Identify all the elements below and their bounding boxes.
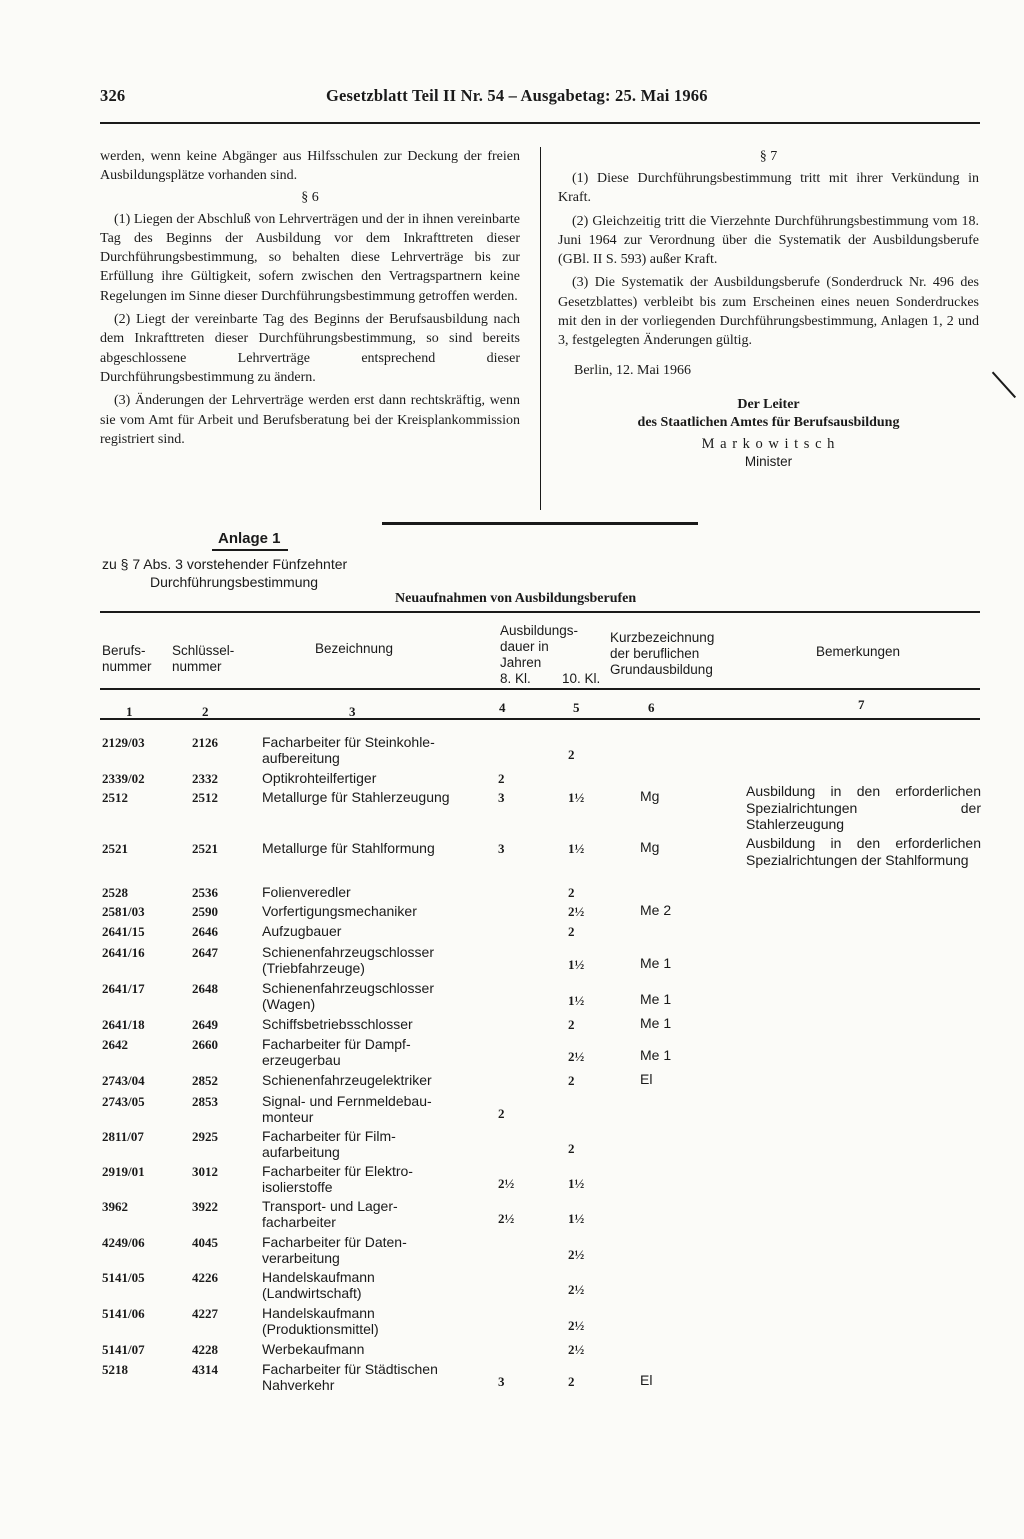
page-number: 326 — [100, 86, 126, 105]
schluesselnummer-cell: 4045 — [192, 1235, 218, 1250]
bezeichnung-cell: Metallurge für Stahlformung — [262, 840, 435, 856]
dauer-8kl-cell: 3 — [498, 841, 505, 856]
bezeichnung-cell: Facharbeiter für Steinkohle- aufbereitung — [262, 734, 435, 766]
section-7-paragraph-1: (1) Diese Durchführungsbestimmung tritt mit ihrer Verkündung in Kraft. — [558, 171, 979, 206]
dauer-10kl-cell: 2 — [568, 747, 575, 762]
berufsnummer-cell: 5141/06 — [102, 1306, 145, 1321]
bezeichnung-cell: Optikrohteilfertiger — [262, 770, 377, 786]
schluesselnummer-cell: 4227 — [192, 1306, 218, 1321]
schluesselnummer-cell: 4228 — [192, 1342, 218, 1357]
dauer-8kl-cell: 2½ — [498, 1176, 515, 1191]
annex-reference-line-1: zu § 7 Abs. 3 vorstehender Fünfzehnter — [102, 556, 348, 572]
column-number-6: 6 — [648, 700, 655, 715]
dauer-10kl-cell: 2 — [568, 1141, 575, 1156]
schluesselnummer-cell: 2646 — [192, 924, 218, 939]
bezeichnung-cell: Schiffsbetriebsschlosser — [262, 1016, 413, 1032]
dauer-10kl-cell: 1½ — [568, 993, 585, 1008]
bezeichnung-cell: Handelskaufmann (Landwirtschaft) — [262, 1269, 375, 1301]
section-6-paragraph-3: (3) Änderungen der Lehrverträge werden erst dann rechtskräftig, wenn sie vom Amt für Arbeit und Berufsberatung bei der Kreisplankommission registriert sind. — [100, 393, 520, 447]
dauer-8kl-cell: 3 — [498, 1374, 505, 1389]
schluesselnummer-cell: 2521 — [192, 841, 218, 856]
place-date: Berlin, 12. Mai 1966 — [574, 362, 692, 378]
dauer-10kl-cell: 1½ — [568, 1176, 585, 1191]
header-rule — [100, 122, 980, 124]
bemerkungen-cell: Ausbildung in den erforderlichen Spezialrichtungen der Stahlformung — [746, 835, 981, 868]
left-column — [100, 147, 520, 453]
berufsnummer-cell: 3962 — [102, 1199, 128, 1214]
table-colnum-rule — [100, 718, 980, 720]
bezeichnung-cell: Facharbeiter für Elektro- isolierstoffe — [262, 1163, 413, 1195]
dauer-10kl-cell: 1½ — [568, 1211, 585, 1226]
berufsnummer-cell: 2521 — [102, 841, 128, 856]
kurzbezeichnung-cell: Me 1 — [640, 955, 672, 971]
dauer-8kl-cell: 2½ — [498, 1211, 515, 1226]
bezeichnung-cell: Handelskaufmann (Produktionsmittel) — [262, 1305, 379, 1337]
berufsnummer-cell: 2129/03 — [102, 735, 145, 750]
kurzbezeichnung-cell: Mg — [640, 839, 660, 855]
bezeichnung-cell: Vorfertigungsmechaniker — [262, 903, 417, 919]
schluesselnummer-cell: 3922 — [192, 1199, 218, 1214]
dauer-10kl-cell: 2½ — [568, 1318, 585, 1333]
berufsnummer-cell: 2919/01 — [102, 1164, 145, 1179]
header-8-klasse: 8. Kl. — [500, 671, 531, 686]
berufsnummer-cell: 2743/04 — [102, 1073, 145, 1088]
column-number-7: 7 — [858, 697, 865, 712]
intro-paragraph: werden, wenn keine Abgänger aus Hilfsschulen zur Deckung der freien Ausbildungsplätze vorhanden sind. — [100, 149, 520, 184]
dauer-10kl-cell: 2 — [568, 1017, 575, 1032]
kurzbezeichnung-cell: El — [640, 1372, 653, 1388]
header-10-klasse: 10. Kl. — [562, 671, 601, 686]
header-bezeichnung: Bezeichnung — [315, 641, 394, 656]
berufsnummer-cell: 5141/05 — [102, 1270, 145, 1285]
kurzbezeichnung-cell: El — [640, 1071, 653, 1087]
schluesselnummer-cell: 2590 — [192, 904, 218, 919]
berufsnummer-cell: 2512 — [102, 790, 128, 805]
dauer-10kl-cell: 2 — [568, 1374, 575, 1389]
page-header-title: Gesetzblatt Teil II Nr. 54 – Ausgabetag: 25. Mai 1966 — [326, 86, 708, 105]
column-number-5: 5 — [573, 700, 580, 715]
header-ausbildungsdauer: Ausbildungs- dauer in Jahren — [500, 623, 579, 670]
section-7-paragraph-3: (3) Die Systematik der Ausbildungsberufe (Sonderdruck Nr. 496 des Gesetzblattes) verbleibt bis zum Erscheinen eines neuen Sonderdruckes mit den in der vorliegenden Durchführungsbestimmung, Anlagen 1, 2 und 3, festgelegten Änderungen gültig. — [558, 275, 979, 349]
annex-title: Anlage 1 — [218, 530, 281, 547]
signatory-title-1: Der Leiter — [737, 396, 800, 412]
schluesselnummer-cell: 3012 — [192, 1164, 218, 1179]
dauer-10kl-cell: 2½ — [568, 904, 585, 919]
berufsnummer-cell: 2528 — [102, 885, 128, 900]
dauer-10kl-cell: 1½ — [568, 790, 585, 805]
kurzbezeichnung-cell: Mg — [640, 788, 660, 804]
berufsnummer-cell: 5218 — [102, 1362, 128, 1377]
bezeichnung-cell: Schienenfahrzeugelektriker — [262, 1072, 432, 1088]
section-7-title: § 7 — [759, 149, 778, 164]
berufsnummer-cell: 2641/18 — [102, 1017, 145, 1032]
column-number-1: 1 — [126, 704, 133, 719]
dauer-8kl-cell: 2 — [498, 771, 505, 786]
dauer-8kl-cell: 3 — [498, 790, 505, 805]
dauer-10kl-cell: 2 — [568, 1073, 575, 1088]
schluesselnummer-cell: 2853 — [192, 1094, 218, 1109]
schluesselnummer-cell: 2925 — [192, 1129, 218, 1144]
berufsnummer-cell: 2581/03 — [102, 904, 145, 919]
schluesselnummer-cell: 2649 — [192, 1017, 218, 1032]
berufsnummer-cell: 4249/06 — [102, 1235, 145, 1250]
schluesselnummer-cell: 4314 — [192, 1362, 218, 1377]
dauer-10kl-cell: 1½ — [568, 957, 585, 972]
schluesselnummer-cell: 2536 — [192, 885, 218, 900]
schluesselnummer-cell: 2852 — [192, 1073, 218, 1088]
schluesselnummer-cell: 2647 — [192, 945, 218, 960]
dauer-10kl-cell: 2½ — [568, 1342, 585, 1357]
header-schluesselnummer: Schlüssel- nummer — [172, 643, 235, 674]
right-column — [558, 147, 979, 469]
bezeichnung-cell: Facharbeiter für Städtischen Nahverkehr — [262, 1361, 438, 1393]
column-number-2: 2 — [202, 704, 209, 719]
schluesselnummer-cell: 2648 — [192, 981, 218, 996]
margin-mark — [992, 372, 1016, 398]
bezeichnung-cell: Folienveredler — [262, 884, 351, 900]
dauer-10kl-cell: 1½ — [568, 841, 585, 856]
kurzbezeichnung-cell: Me 1 — [640, 991, 672, 1007]
annex-reference-line-2: Durchführungsbestimmung — [150, 574, 319, 590]
bemerkungen-cell: Ausbildung in den erforderlichen Spezialrichtungen der Stahlerzeugung — [746, 783, 981, 832]
bezeichnung-cell: Aufzugbauer — [262, 923, 342, 939]
table-title: Neuaufnahmen von Ausbildungsberufen — [395, 591, 637, 606]
dauer-10kl-cell: 2½ — [568, 1247, 585, 1262]
berufsnummer-cell: 2641/16 — [102, 945, 145, 960]
bezeichnung-cell: Facharbeiter für Dampf- erzeugerbau — [262, 1036, 411, 1068]
section-6-paragraph-1: (1) Liegen der Abschluß von Lehrverträgen und der in ihnen vereinbarte Tag des Beginns der Ausbildung vor dem Inkrafttreten dieser Durchführungsbestimmung, so behalten diese Lehrverträge bis zur Erfüllung ihre Gültigkeit, sofern zwischen den Vertragspartnern keine Regelungen im Sinne dieser Durchführungsbestimmung getroffen werden. — [100, 211, 520, 304]
section-6-paragraph-2: (2) Liegt der vereinbarte Tag des Beginns der Berufsausbildung nach dem Inkrafttreten dieser Durchführungsbestimmung, so sind bereits abgeschlossene Lehrverträge entsprechend dieser Durchführungsbestimmung zu ändern. — [100, 312, 520, 385]
dauer-10kl-cell: 2 — [568, 885, 575, 900]
signatory-name: M a r k o w i t s c h — [701, 435, 836, 452]
schluesselnummer-cell: 2660 — [192, 1037, 218, 1052]
table-header-rule — [100, 688, 980, 690]
header-kurzbezeichnung: Kurzbezeichnung der beruflichen Grundausbildung — [610, 630, 715, 677]
berufsnummer-cell: 2339/02 — [102, 771, 145, 786]
schluesselnummer-cell: 4226 — [192, 1270, 218, 1285]
bezeichnung-cell: Transport- und Lager- facharbeiter — [262, 1198, 398, 1230]
berufsnummer-cell: 2641/15 — [102, 924, 145, 939]
dauer-10kl-cell: 2½ — [568, 1282, 585, 1297]
column-divider — [540, 147, 541, 510]
berufsnummer-cell: 2642 — [102, 1037, 128, 1052]
berufsnummer-cell: 2641/17 — [102, 981, 145, 996]
header-berufsnummer: Berufs- nummer — [102, 643, 152, 674]
kurzbezeichnung-cell: Me 1 — [640, 1015, 672, 1031]
bezeichnung-cell: Facharbeiter für Daten- verarbeitung — [262, 1234, 407, 1266]
section-6-title: § 6 — [301, 189, 319, 205]
header-bemerkungen: Bemerkungen — [816, 644, 901, 659]
bezeichnung-cell: Schienenfahrzeugschlosser (Triebfahrzeuge) — [262, 944, 434, 976]
kurzbezeichnung-cell: Me 2 — [640, 902, 672, 918]
berufsnummer-cell: 2811/07 — [102, 1129, 144, 1144]
bezeichnung-cell: Signal- und Fernmeldebau- monteur — [262, 1093, 432, 1125]
signatory-role: Minister — [744, 453, 793, 469]
annex-title-underline — [212, 549, 288, 551]
annex-separator-rule — [382, 522, 698, 525]
berufsnummer-cell: 5141/07 — [102, 1342, 145, 1357]
berufsnummer-cell: 2743/05 — [102, 1094, 145, 1109]
schluesselnummer-cell: 2332 — [192, 771, 218, 786]
section-7-paragraph-2: (2) Gleichzeitig tritt die Vierzehnte Durchführungsbestimmung vom 18. Juni 1964 zur Verordnung über die Systematik der Ausbildungsberufe (GBl. II S. 593) außer Kraft. — [558, 213, 979, 268]
column-number-4: 4 — [499, 700, 506, 715]
bezeichnung-cell: Metallurge für Stahlerzeugung — [262, 789, 450, 805]
schluesselnummer-cell: 2512 — [192, 790, 218, 805]
dauer-8kl-cell: 2 — [498, 1106, 505, 1121]
signatory-title-2: des Staatlichen Amtes für Berufsausbildung — [637, 414, 900, 430]
column-number-3: 3 — [349, 704, 356, 719]
bezeichnung-cell: Werbekaufmann — [262, 1341, 365, 1357]
dauer-10kl-cell: 2 — [568, 924, 575, 939]
kurzbezeichnung-cell: Me 1 — [640, 1047, 672, 1063]
dauer-10kl-cell: 2½ — [568, 1049, 585, 1064]
bezeichnung-cell: Facharbeiter für Film- aufarbeitung — [262, 1128, 396, 1160]
bezeichnung-cell: Schienenfahrzeugschlosser (Wagen) — [262, 980, 434, 1012]
schluesselnummer-cell: 2126 — [192, 735, 218, 750]
table-top-rule — [100, 611, 980, 613]
